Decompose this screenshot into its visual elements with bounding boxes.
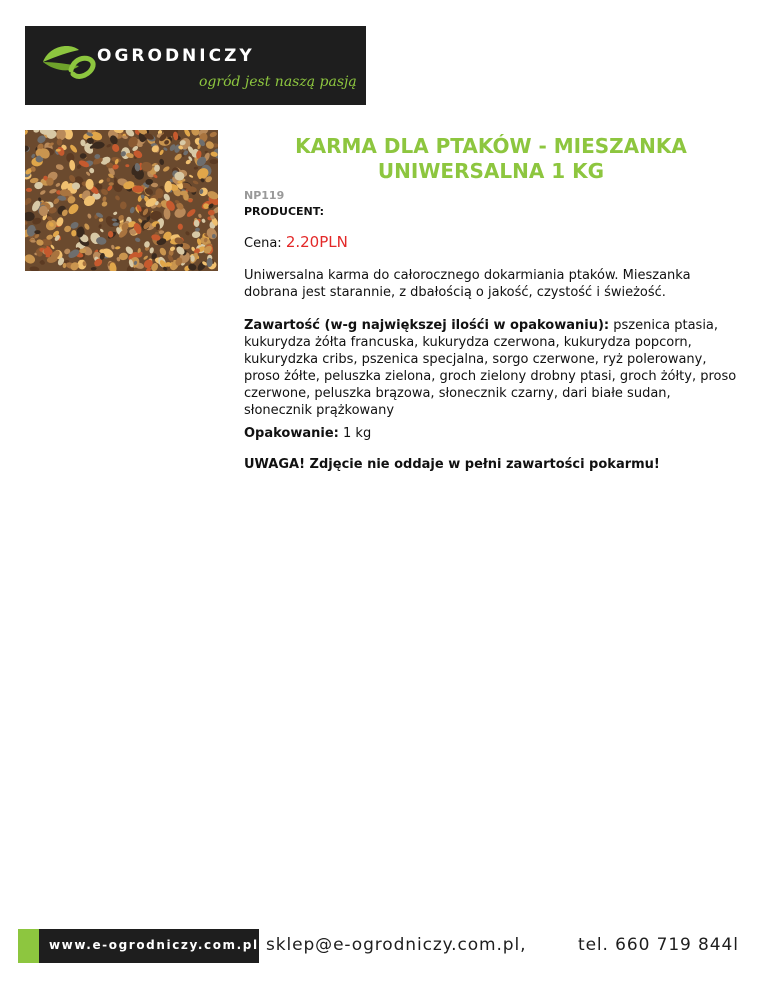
birdseed-photo bbox=[25, 130, 218, 271]
packaging-label: Opakowanie: bbox=[244, 426, 339, 441]
leaf-e-logo-icon bbox=[39, 40, 97, 84]
price-row bbox=[244, 233, 348, 251]
logo-tagline: ogród jest naszą pasją bbox=[199, 74, 357, 90]
footer-email-link[interactable]: sklep@e-ogrodniczy.com.pl, bbox=[266, 935, 527, 955]
footer-phone: tel. 660 719 844l bbox=[578, 935, 739, 955]
product-contents bbox=[244, 317, 739, 419]
logo-name: OGRODNICZY bbox=[97, 46, 255, 66]
product-sku: NP119 bbox=[244, 189, 285, 202]
contents-value: pszenica ptasia, kukurydza żółta francuska, kukurydza czerwona, kukurydza popcorn, kukurydzka cribs, pszenica specjalna, sorgo czerwone, ryż polerowany, proso żółte, peluszka zielona, groch zielony drobny ptasi, groch żółty, proso czerwone, peluszka brązowa, słonecznik czarny, dari białe sudan, słonecznik prążkowany bbox=[244, 318, 737, 418]
product-packaging bbox=[244, 425, 739, 442]
packaging-value: 1 kg bbox=[343, 426, 372, 441]
footer-accent bbox=[18, 929, 39, 963]
store-logo[interactable] bbox=[25, 26, 366, 105]
product-warning: UWAGA! Zdjęcie nie oddaje w pełni zawartości pokarmu! bbox=[244, 457, 660, 472]
producer-label: PRODUCENT: bbox=[244, 205, 325, 218]
contents-label: Zawartość (w-g największej ilośći w opakowaniu): bbox=[244, 318, 610, 333]
price-value: 2.20PLN bbox=[285, 233, 348, 251]
footer-contact-bar bbox=[18, 929, 758, 963]
product-image bbox=[25, 130, 218, 271]
footer-website-link[interactable]: www.e-ogrodniczy.com.pl bbox=[49, 938, 259, 952]
product-title: KARMA DLA PTAKÓW - MIESZANKA UNIWERSALNA 1 KG bbox=[295, 134, 687, 183]
product-description: Uniwersalna karma do całorocznego dokarmiania ptaków. Mieszanka dobrana jest starannie, z dbałością o jakość, czystość i świeżość. bbox=[244, 268, 691, 300]
price-label: Cena: bbox=[244, 236, 282, 251]
